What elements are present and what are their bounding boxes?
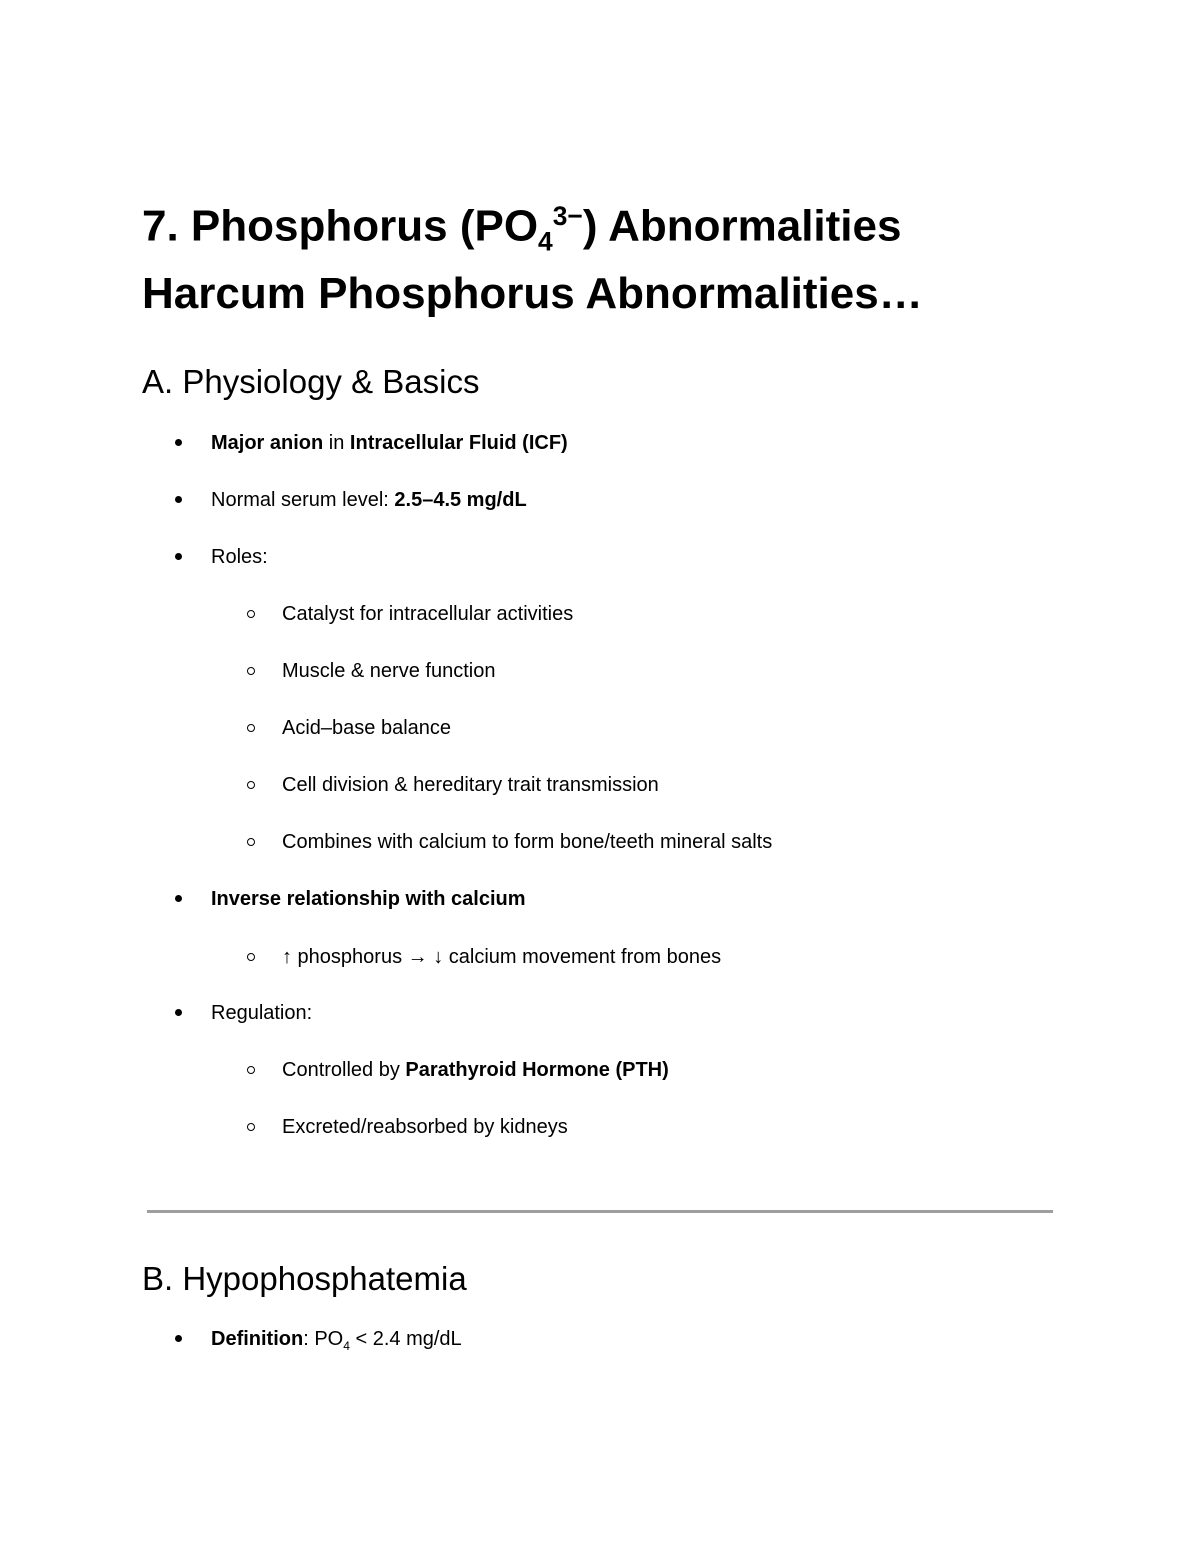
circle-bullet-icon <box>247 667 255 675</box>
list-item: Catalyst for intracellular activities <box>282 601 573 627</box>
list-item: Normal serum level: 2.5–4.5 mg/dL <box>211 487 527 513</box>
circle-bullet-icon <box>247 724 255 732</box>
bullet-icon <box>175 439 182 446</box>
list-item: Combines with calcium to form bone/teeth mineral salts <box>282 829 772 855</box>
circle-bullet-icon <box>247 781 255 789</box>
bullet-icon <box>175 553 182 560</box>
bullet-icon <box>175 496 182 503</box>
circle-bullet-icon <box>247 1066 255 1074</box>
bullet-icon <box>175 1335 182 1342</box>
list-item: Controlled by Parathyroid Hormone (PTH) <box>282 1057 669 1083</box>
horizontal-divider <box>147 1210 1053 1213</box>
circle-bullet-icon <box>247 1123 255 1131</box>
list-item: Cell division & hereditary trait transmission <box>282 772 659 798</box>
list-item: ↑ phosphorus → ↓ calcium movement from bones <box>282 944 721 970</box>
list-item: Muscle & nerve function <box>282 658 495 684</box>
list-item: Major anion in Intracellular Fluid (ICF) <box>211 430 568 456</box>
list-item: Roles: <box>211 544 268 570</box>
list-item: Inverse relationship with calcium <box>211 886 526 912</box>
list-item: Definition: $PO_4 < 2.4$ mg/dL <box>211 1326 462 1359</box>
circle-bullet-icon <box>247 953 255 961</box>
document-subtitle: Harcum Phosphorus Abnormalities… <box>142 269 923 318</box>
circle-bullet-icon <box>247 838 255 846</box>
list-item: Acid–base balance <box>282 715 451 741</box>
circle-bullet-icon <box>247 610 255 618</box>
list-item: Excreted/reabsorbed by kidneys <box>282 1114 568 1140</box>
page-title: 7. Phosphorus $(PO_4^{3-})$ Abnormalities <box>142 201 902 257</box>
list-item: Regulation: <box>211 1000 312 1026</box>
section-b-heading: B. Hypophosphatemia <box>142 1260 467 1297</box>
section-a-heading: A. Physiology & Basics <box>142 363 480 400</box>
bullet-icon <box>175 1009 182 1016</box>
bullet-icon <box>175 895 182 902</box>
